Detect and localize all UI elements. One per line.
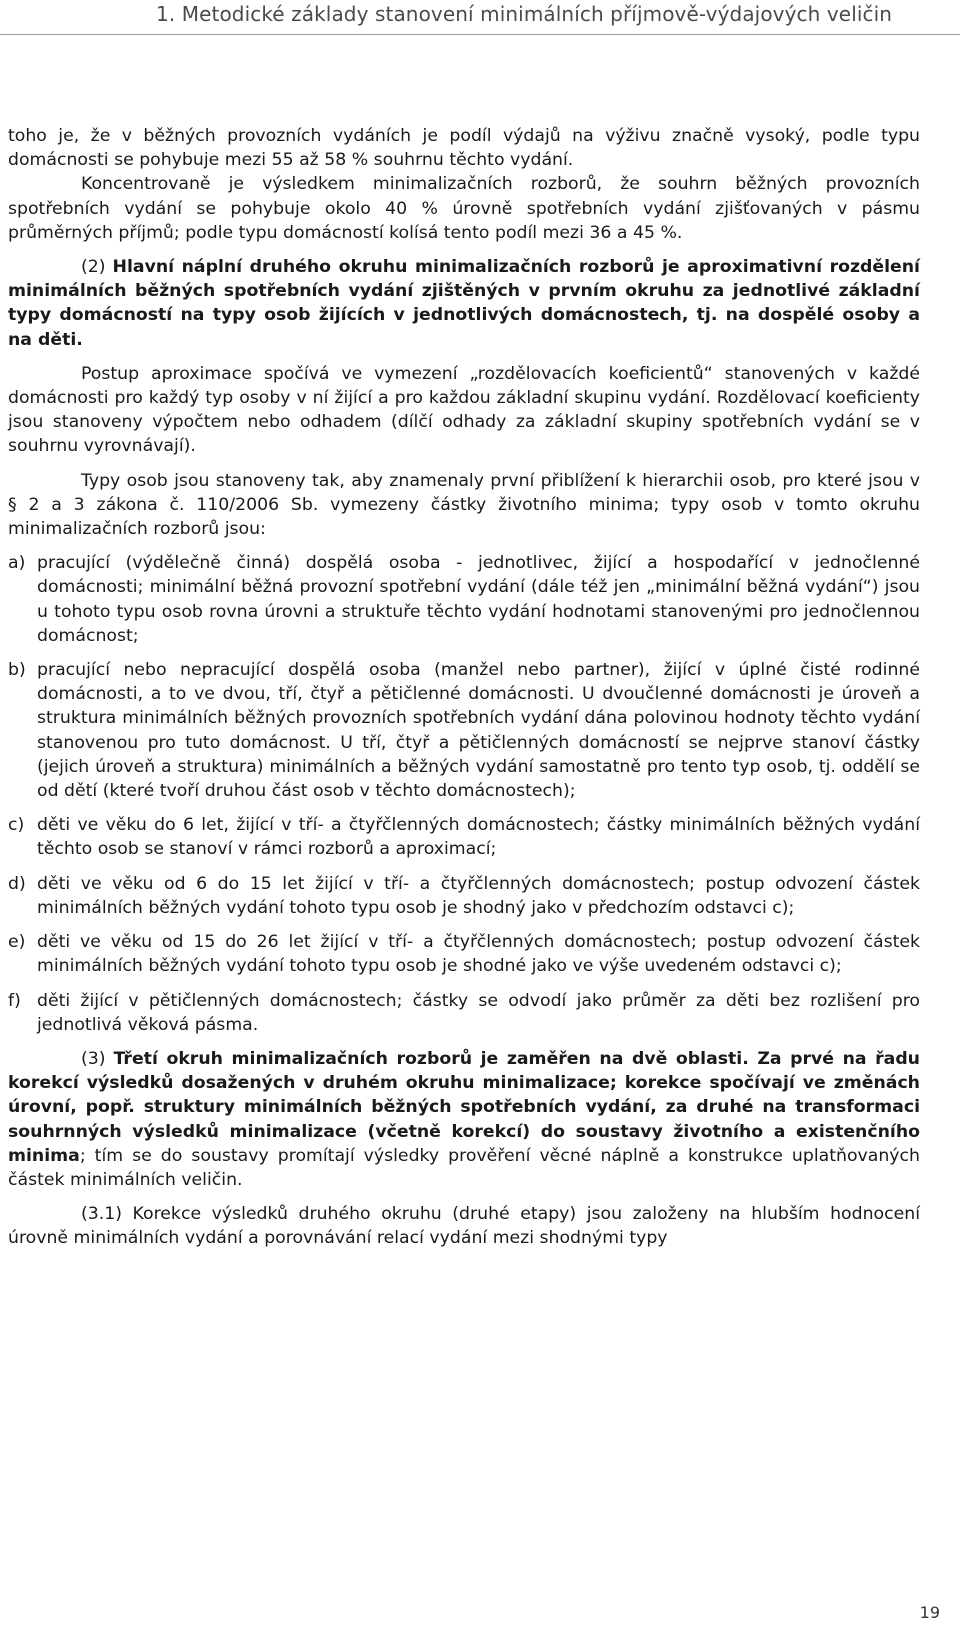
- section-lead-bold: Třetí okruh minimalizačních rozborů je zaměřen na dvě oblasti. Za prvé na řadu korekcí výsledků dosažených v druhém okruhu minimalizace; korekce spočívají ve změnách úrovní, popř. struktury minimálních běžných spotřebních vydání, za druhé na transformaci souhrnných výsledků minimalizace (včetně korekcí) do soustavy životního a existenčního minima: [8, 1048, 920, 1166]
- list-item-f: [8, 989, 920, 1037]
- running-header: 1. Metodické základy stanovení minimálních příjmově-výdajových veličin: [156, 2, 893, 26]
- paragraph-continuation: toho je, že v běžných provozních vydáních je podíl výdajů na výživu značně vysoký, podle typu domácnosti se pohybuje mezi 55 až 58 % souhrnu těchto vydání.: [8, 126, 920, 171]
- section-number: (3): [81, 1048, 114, 1069]
- list-item-a: [8, 551, 920, 648]
- list-item-b: [8, 658, 920, 803]
- list-marker: b): [8, 660, 26, 681]
- list-item-text: pracující (výdělečně činná) dospělá osoba - jednotlivec, žijící a hospodařící v jednočlenné domácnosti; minimální běžná provozní spotřební vydání (dále též jen „minimální běžná vydání“) jsou u tohoto typu osob rovna úrovni a struktuře těchto vydání hodnotami stanovenými pro jednočlennou domácnost;: [37, 553, 920, 646]
- header-divider: [0, 34, 960, 35]
- paragraph-approximation: Postup aproximace spočívá ve vymezení „rozdělovacích koeficientů“ stanovených v každé domácnosti pro každý typ osoby v ní žijící a pro každou základní skupinu vydání. Rozdělovací koeficienty jsou stanoveny výpočtem nebo odhadem (dílčí odhady za základní skupiny spotřebních vydání se v souhrnu vyrovnávají).: [8, 363, 920, 457]
- list-item-c: [8, 813, 920, 861]
- list-marker: c): [8, 815, 25, 836]
- list-item-text: děti žijící v pětičlenných domácnostech; částky se odvodí jako průměr za děti bez rozlišení pro jednotlivá věková pásma.: [37, 990, 920, 1035]
- list-item-d: [8, 872, 920, 920]
- list-item-text: děti ve věku od 6 do 15 let žijící v tří- a čtyřčlenných domácnostech; postup odvození částek minimálních běžných vydání tohoto typu osob je shodný jako v předchozím odstavci c);: [37, 873, 920, 918]
- section-lead-bold: Hlavní náplní druhého okruhu minimalizačních rozborů je aproximativní rozdělení minimálních běžných spotřebních vydání zjištěných v prvním okruhu za jednotlivé základní typy domácností na typy osob žijících v jednotlivých domácnostech, tj. na dospělé osoby a na děti.: [8, 257, 920, 350]
- list-marker: a): [8, 553, 26, 574]
- document-body: [8, 124, 920, 1251]
- list-item-e: [8, 930, 920, 978]
- person-type-list: [8, 551, 920, 1037]
- list-marker: d): [8, 873, 26, 894]
- paragraph-section-2: [8, 255, 920, 352]
- list-marker: f): [8, 990, 21, 1011]
- paragraph-summary: Koncentrovaně je výsledkem minimalizačních rozborů, že souhrn běžných provozních spotřebních vydání se pohybuje okolo 40 % úrovně spotřebních vydání zjišťovaných v pásmu průměrných příjmů; podle typu domácností kolísá tento podíl mezi 36 a 45 %.: [8, 174, 920, 243]
- paragraph-section-3: [8, 1047, 920, 1192]
- list-item-text: děti ve věku od 15 do 26 let žijící v tří- a čtyřčlenných domácnostech; postup odvození částek minimálních běžných vydání tohoto typu osob je shodné jako ve výše uvedeném odstavci c);: [37, 932, 920, 977]
- list-item-text: pracující nebo nepracující dospělá osoba (manžel nebo partner), žijící v úplné čisté rodinné domácnosti, a to ve dvou, tří, čtyř a pětičlenné domácnosti. U dvoučlenné domácnosti je úroveň a struktura minimálních běžných provozních spotřebních vydání dána polovinou hodnoty těchto vydání stanovenou pro tuto domácnost. U tří, čtyř a pětičlenných domácností se nejprve stanoví částky (jejich úroveň a struktura) minimálních a běžných vydání samostatně pro tento typ osob, tj. oddělí se od dětí (které tvoří druhou část osob v těchto domácnostech);: [37, 660, 920, 802]
- paragraph-person-types: Typy osob jsou stanoveny tak, aby znamenaly první přiblížení k hierarchii osob, pro které jsou v § 2 a 3 zákona č. 110/2006 Sb. vymezeny částky životního minima; typy osob v tomto okruhu minimalizačních rozborů jsou:: [8, 470, 920, 540]
- section-number: (2): [81, 257, 113, 278]
- list-marker: e): [8, 932, 26, 953]
- paragraph-section-3-1: (3.1) Korekce výsledků druhého okruhu (druhé etapy) jsou založeny na hlubším hodnocení úrovně minimálních vydání a porovnávání relací vydání mezi shodnými typy: [8, 1204, 920, 1249]
- list-item-text: děti ve věku do 6 let, žijící v tří- a čtyřčlenných domácnostech; částky minimálních běžných vydání těchto osob se stanoví v rámci rozborů a aproximací;: [37, 815, 920, 860]
- section-lead-rest: ; tím se do soustavy promítají výsledky prověření věcné náplně a konstrukce uplatňovaných částek minimálních veličin.: [8, 1145, 920, 1190]
- page-number: 19: [919, 1603, 940, 1622]
